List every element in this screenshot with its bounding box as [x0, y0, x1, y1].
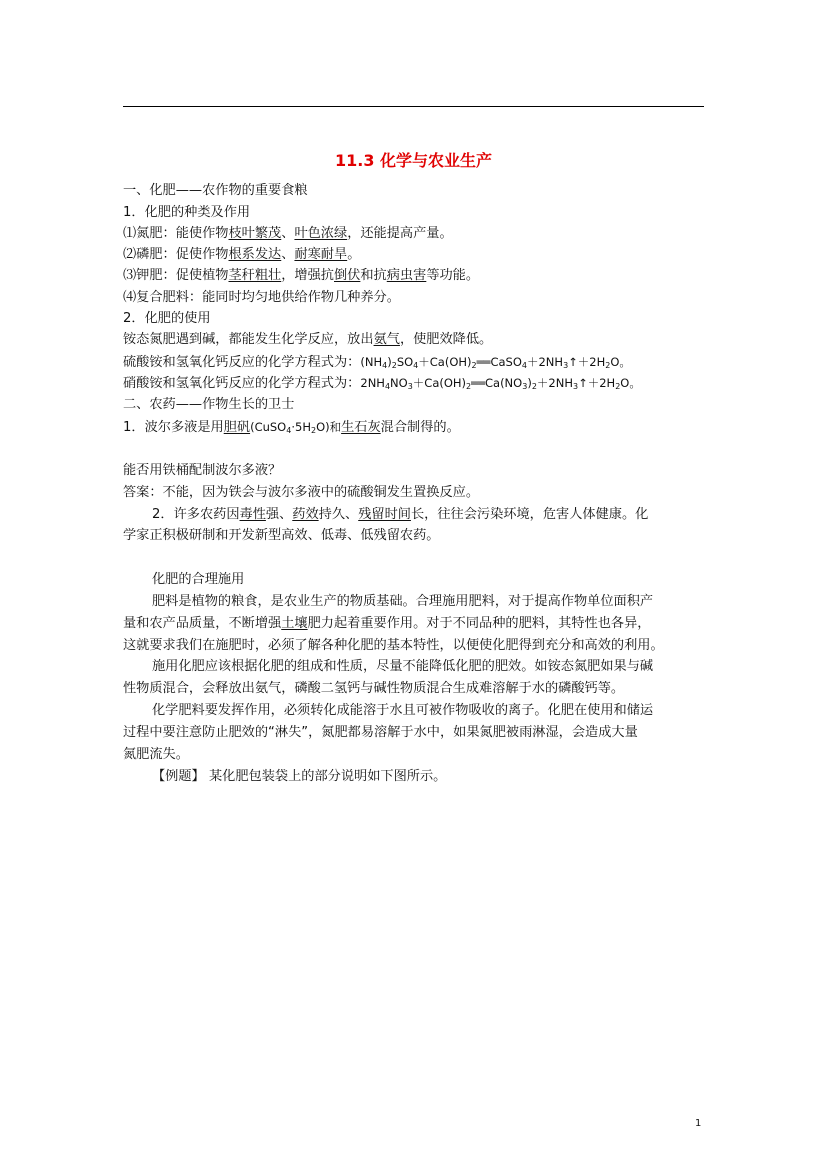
equation2-line: 硝酸铵和氢氧化钙反应的化学方程式为：$2NH_4NO_3+Ca(OH)_2══Ca(NO_3)_2+2NH_3↑+2H_2O$。: [123, 376, 641, 391]
section1-heading: 一、化肥——农作物的重要食粮: [123, 183, 308, 198]
fertilizer-heading: 化肥的合理施用: [152, 572, 245, 587]
bordeaux-line: 1．波尔多液是用胆矾$(CuSO_4\cdot 5H_2O)$和生石灰混合制得的。: [123, 420, 460, 435]
page-title: 11.3 化学与农业生产: [334, 151, 493, 170]
fert-p1-line2: 量和农产品质量，不断增强土壤肥力起着重要作用。对于不同品种的肥料，其特性也各异，: [123, 616, 651, 631]
phosphorus-line: ⑵磷肥：促使作物根系发达、耐寒耐旱。: [123, 247, 361, 262]
pesticide-line-cont: 学家正积极研制和开发新型高效、低毒、低残留农药。: [123, 528, 440, 543]
fert-p2-line1: 施用化肥应该根据化肥的组成和性质，尽量不能降低化肥的肥效。如铵态氮肥如果与碱: [152, 659, 654, 674]
potassium-line: ⑶钾肥：促使植物茎秆粗壮，增强抗倒伏和抗病虫害等功能。: [123, 268, 480, 283]
equation1-formula: $(NH_4)_2SO_4+Ca(OH)_2══CaSO_4+2NH_3↑+2H_2O$。: [360, 355, 631, 370]
page-number: 1: [695, 1118, 702, 1129]
question-line: 能否用铁桶配制波尔多液？: [123, 463, 282, 478]
nitrogen-line: ⑴氮肥：能使作物枝叶繁茂、叶色浓绿，还能提高产量。: [123, 226, 453, 241]
header-rule: [123, 106, 704, 107]
fert-p3-line2: 过程中要注意防止肥效的“淋失”，氮肥都易溶解于水中，如果氮肥被雨淋湿，会造成大量: [123, 725, 638, 740]
fert-p1-line3: 这就要求我们在施肥时，必须了解各种化肥的基本特性，以便使化肥得到充分和高效的利用。: [123, 638, 664, 653]
compound-line: ⑷复合肥料：能同时均匀地供给作物几种养分。: [123, 290, 400, 305]
equation2-formula: $2NH_4NO_3+Ca(OH)_2══Ca(NO_3)_2+2NH_3↑+2H_2O$。: [360, 376, 641, 391]
subheading-types: 1．化肥的种类及作用: [123, 205, 251, 220]
fert-p2-line2: 性物质混合，会释放出氨气，磷酸二氢钙与碱性物质混合生成难溶解于水的磷酸钙等。: [123, 681, 625, 696]
ammonium-line: 铵态氮肥遇到碱，都能发生化学反应，放出氨气，使肥效降低。: [123, 332, 493, 347]
fert-p3-line1: 化学肥料要发挥作用，必须转化成能溶于水且可被作物吸收的离子。化肥在使用和储运: [152, 703, 654, 718]
pesticide-line: 2．许多农药因毒性强、药效持久、残留时间长，往往会污染环境，危害人体健康。化: [152, 507, 649, 522]
fert-p1-line1: 肥料是植物的粮食，是农业生产的物质基础。合理施用肥料，对于提高作物单位面积产: [152, 594, 654, 609]
section2-heading: 二、农药——作物生长的卫士: [123, 397, 295, 412]
fert-p3-line3: 氮肥流失。: [123, 747, 189, 762]
answer-line: 答案：不能，因为铁会与波尔多液中的硫酸铜发生置换反应。: [123, 485, 480, 500]
example-line: 【例题】 某化肥包装袋上的部分说明如下图所示。: [152, 769, 447, 784]
subheading-use: 2．化肥的使用: [123, 311, 211, 326]
equation1-line: 硫酸铵和氢氧化钙反应的化学方程式为：$(NH_4)_2SO_4+Ca(OH)_2══CaSO_4+2NH_3↑+2H_2O$。: [123, 355, 631, 370]
